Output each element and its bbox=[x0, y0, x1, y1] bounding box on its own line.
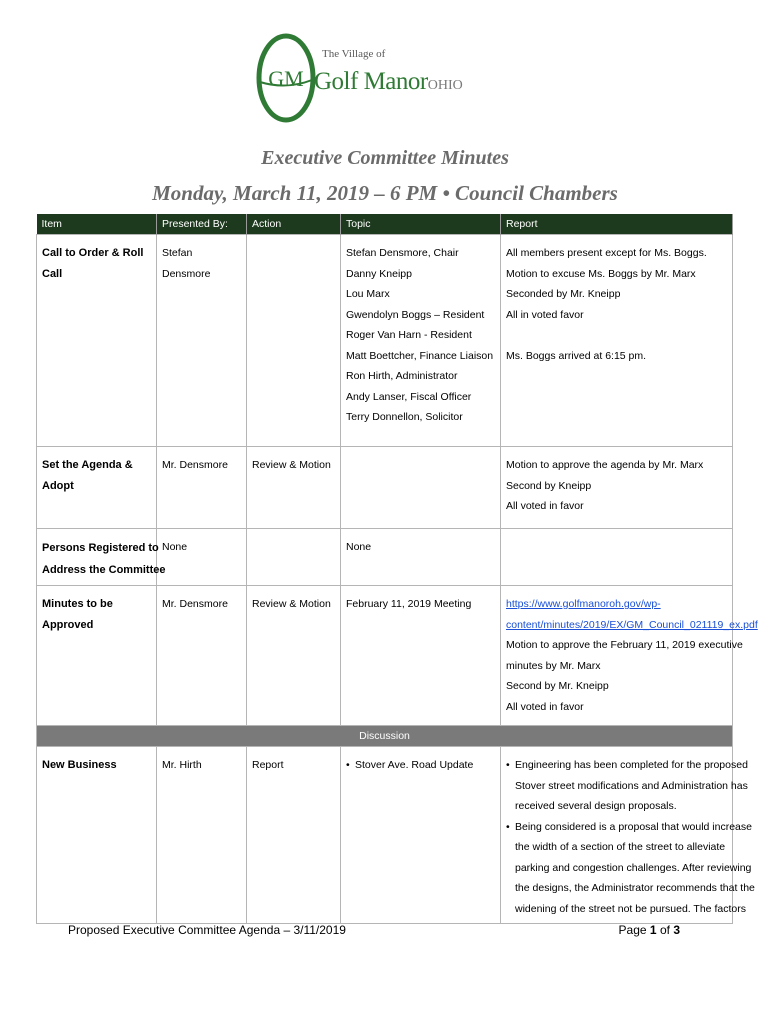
header-presented-by: Presented By: bbox=[157, 214, 247, 235]
attendee: Gwendolyn Boggs – Resident bbox=[346, 308, 485, 321]
logo-state: OHIO bbox=[427, 78, 463, 93]
document-title: Executive Committee Minutes bbox=[261, 147, 509, 169]
header-topic: Topic bbox=[341, 214, 501, 235]
minutes-table bbox=[36, 214, 758, 924]
topic-cell bbox=[341, 447, 501, 529]
footer-document-name: Proposed Executive Committee Agenda – 3/11/2019 bbox=[68, 923, 346, 937]
report-line: All in voted favor bbox=[506, 308, 584, 321]
logo-name: Golf ManorOHIO bbox=[314, 68, 463, 95]
report-line: Second by Kneipp bbox=[506, 479, 592, 492]
action-cell: Review & Motion bbox=[247, 586, 341, 726]
report-cell bbox=[501, 447, 733, 529]
meeting-date-location: Monday, March 11, 2019 – 6 PM • Council Chambers bbox=[152, 181, 618, 205]
report-line: Motion to approve the agenda by Mr. Marx bbox=[506, 459, 704, 471]
attendee: Matt Boettcher, Finance Liaison bbox=[346, 349, 494, 362]
header-report: Report bbox=[501, 214, 733, 235]
report-cell bbox=[501, 235, 733, 447]
table-row bbox=[37, 529, 733, 586]
topic-cell: February 11, 2019 Meeting bbox=[341, 586, 501, 726]
report-cell bbox=[501, 586, 758, 726]
report-line: Motion to approve the February 11, 2019 executive bbox=[506, 639, 743, 651]
attendee: Danny Kneipp bbox=[346, 267, 412, 280]
report-line: Ms. Boggs arrived at 6:15 pm. bbox=[506, 349, 647, 362]
topic-cell bbox=[341, 747, 501, 924]
item-cell: Minutes to be Approved bbox=[37, 586, 157, 726]
bullet-icon: • bbox=[346, 759, 350, 771]
footer-page-number: Page 1 of 3 bbox=[618, 923, 680, 937]
topic-bullet: • Stover Ave. Road Update bbox=[346, 755, 495, 776]
village-logo bbox=[256, 32, 471, 127]
report-line: Seconded by Mr. Kneipp bbox=[506, 288, 621, 300]
item-cell: Set the Agenda & Adopt bbox=[37, 447, 157, 529]
gm-emblem-icon bbox=[256, 32, 318, 127]
header-item: Item bbox=[37, 214, 157, 235]
report-line: All voted in favor bbox=[506, 500, 584, 512]
table-row bbox=[37, 747, 733, 924]
table-header-row bbox=[37, 214, 733, 235]
action-cell: Report bbox=[247, 747, 341, 924]
attendee: Roger Van Harn - Resident bbox=[346, 329, 472, 341]
header-action: Action bbox=[247, 214, 341, 235]
report-line: Second by Mr. Kneipp bbox=[506, 680, 609, 692]
logo-village-text: The Village of bbox=[322, 48, 386, 60]
attendee: Stefan Densmore, Chair bbox=[346, 247, 459, 259]
attendee: Terry Donnellon, Solicitor bbox=[346, 411, 463, 423]
presented-by-cell: Stefan Densmore bbox=[157, 235, 247, 447]
presented-by-cell: Mr. Densmore bbox=[157, 447, 247, 529]
attendee: Ron Hirth, Administrator bbox=[346, 370, 458, 382]
report-line: minutes by Mr. Marx bbox=[506, 659, 601, 672]
presented-by-cell: None bbox=[157, 529, 247, 586]
section-row-discussion bbox=[37, 726, 733, 747]
table-row bbox=[37, 235, 733, 447]
report-line: Motion to excuse Ms. Boggs by Mr. Marx bbox=[506, 267, 696, 280]
item-cell: New Business bbox=[37, 747, 157, 924]
table-row bbox=[37, 447, 733, 529]
report-bullet: • Being considered is a proposal that would increase the width of a section of the street to alleviate parking and congestion challenges. After reviewing the designs, the Administrator recommends that the widening of the street not be pursued. The factors bbox=[506, 817, 727, 920]
report-bullet: • Engineering has been completed for the proposed Stover street modifications and Administration has received several design proposals. bbox=[506, 755, 727, 817]
presented-by-cell: Mr. Densmore bbox=[157, 586, 247, 726]
section-label: Discussion bbox=[37, 726, 733, 747]
topic-cell bbox=[341, 235, 501, 447]
item-cell: Call to Order & Roll Call bbox=[37, 235, 157, 447]
report-line: All members present except for Ms. Boggs. bbox=[506, 247, 707, 259]
report-cell bbox=[501, 747, 755, 924]
table-row bbox=[37, 586, 733, 726]
presented-by-cell: Mr. Hirth bbox=[157, 747, 247, 924]
topic-cell: None bbox=[341, 529, 501, 586]
action-cell bbox=[247, 529, 341, 586]
attendee: Andy Lanser, Fiscal Officer bbox=[346, 390, 472, 403]
action-cell: Review & Motion bbox=[247, 447, 341, 529]
logo-monogram: GM bbox=[268, 66, 304, 91]
report-line: All voted in favor bbox=[506, 700, 584, 713]
attendee: Lou Marx bbox=[346, 288, 390, 300]
bullet-icon: • bbox=[506, 759, 510, 771]
report-cell bbox=[501, 529, 733, 586]
action-cell bbox=[247, 235, 341, 447]
item-cell: Persons Registered to Address the Committee bbox=[37, 529, 157, 586]
minutes-link[interactable]: https://www.golfmanoroh.gov/wp- content/minutes/2019/EX/GM_Council_021119_ex.pdf bbox=[506, 598, 758, 631]
bullet-icon: • bbox=[506, 820, 510, 833]
